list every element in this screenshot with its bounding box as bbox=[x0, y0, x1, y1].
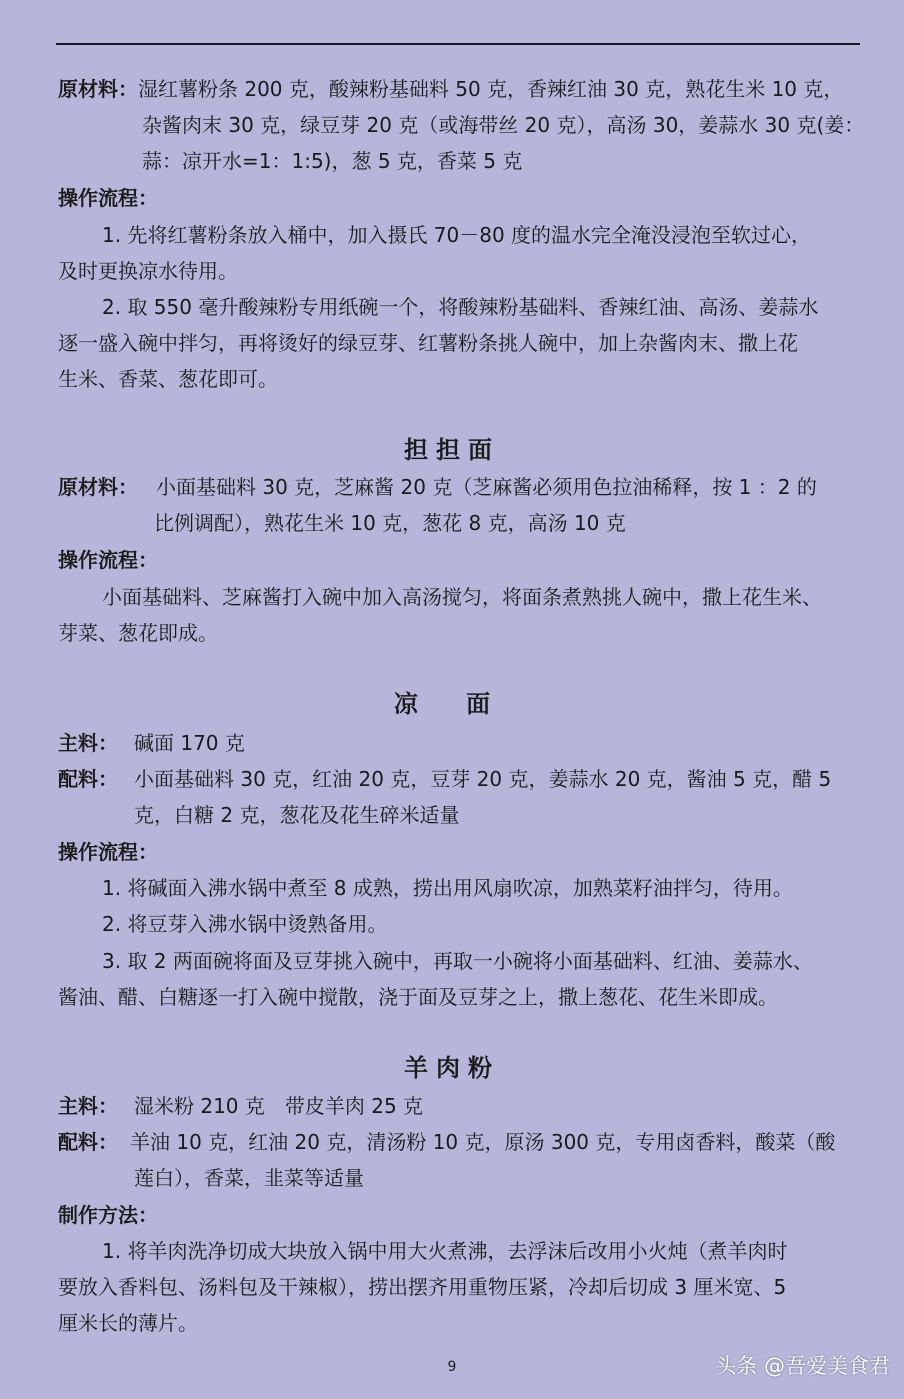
main-ingredient-line bbox=[58, 725, 245, 761]
recipe-title: 羊肉粉 bbox=[404, 1054, 500, 1082]
process-label: 操作流程： bbox=[58, 186, 158, 210]
step-line: 酱油、醋、白糖逐一打入碗中搅散，浇于面及豆芽之上，撒上葱花、花生米即成。 bbox=[58, 985, 778, 1009]
step-line: 及时更换凉水待用。 bbox=[58, 259, 238, 283]
recipe-title: 担担面 bbox=[404, 436, 500, 464]
side-ingredient-line: 克，白糖 2 克，葱花及花生碎米适量 bbox=[134, 803, 460, 827]
main-label: 主料： bbox=[58, 1094, 118, 1118]
side-label: 配料： bbox=[58, 767, 118, 791]
step-line: 1. 先将红薯粉条放入桶中，加入摄氏 70－80 度的温水完全淹没浸泡至软过心， bbox=[102, 223, 812, 247]
step-line: 3. 取 2 两面碗将面及豆芽挑入碗中，再取一小碗将小面基础料、红油、姜蒜水、 bbox=[102, 949, 813, 973]
side-ingredient-line bbox=[58, 761, 831, 797]
recipe-title: 凉 面 bbox=[393, 690, 511, 718]
materials-line: 杂酱肉末 30 克，绿豆芽 20 克（或海带丝 20 克），高汤 30，姜蒜水 30 克(姜： bbox=[142, 113, 865, 137]
side-ingredient-line bbox=[58, 1124, 835, 1160]
materials-line: 蒜：凉开水=1：1:5)，葱 5 克，香菜 5 克 bbox=[142, 149, 523, 173]
main-ingredient-line bbox=[58, 1088, 423, 1124]
side-label: 配料： bbox=[58, 1130, 118, 1154]
step-line: 生米、香菜、葱花即可。 bbox=[58, 367, 278, 391]
header-rule bbox=[56, 43, 860, 45]
materials-line: 比例调配），熟花生米 10 克，葱花 8 克，高汤 10 克 bbox=[154, 511, 626, 535]
step-line: 逐一盛入碗中拌匀，再将烫好的绿豆芽、红薯粉条挑人碗中，加上杂酱肉末、撒上花 bbox=[58, 331, 798, 355]
main-text: 碱面 170 克 bbox=[134, 731, 245, 755]
step-line: 2. 取 550 毫升酸辣粉专用纸碗一个，将酸辣粉基础料、香辣红油、高汤、姜蒜水 bbox=[102, 295, 819, 319]
step-line: 要放入香料包、汤料包及干辣椒），捞出摆齐用重物压紧，冷却后切成 3 厘米宽、5 bbox=[58, 1275, 787, 1299]
materials-label: 原材料： bbox=[58, 77, 138, 101]
materials-text: 小面基础料 30 克，芝麻酱 20 克（芝麻酱必须用色拉油稀释，按 1 ：2 的 bbox=[156, 475, 817, 499]
materials-line bbox=[58, 71, 843, 107]
process-label: 制作方法： bbox=[58, 1203, 158, 1227]
step-line: 芽菜、葱花即成。 bbox=[58, 621, 218, 645]
step-line: 1. 将羊肉洗净切成大块放入锅中用大火煮沸，去浮沫后改用小火炖（煮羊肉时 bbox=[102, 1239, 788, 1263]
process-label: 操作流程： bbox=[58, 840, 158, 864]
side-text: 羊油 10 克，红油 20 克，清汤粉 10 克，原汤 300 克，专用卤香料，酸菜（酸 bbox=[130, 1130, 836, 1154]
main-text: 湿米粉 210 克 带皮羊肉 25 克 bbox=[134, 1094, 424, 1118]
side-text: 小面基础料 30 克，红油 20 克，豆芽 20 克，姜蒜水 20 克，酱油 5 克，醋 5 bbox=[134, 767, 832, 791]
side-ingredient-line: 莲白），香菜，韭菜等适量 bbox=[134, 1166, 364, 1190]
watermark: 头条 @吾爱美食君 bbox=[715, 1354, 890, 1378]
step-line: 1. 将碱面入沸水锅中煮至 8 成熟，捞出用风扇吹凉，加熟菜籽油拌匀，待用。 bbox=[102, 876, 793, 900]
materials-line bbox=[58, 469, 817, 505]
process-label: 操作流程： bbox=[58, 548, 158, 572]
materials-text: 湿红薯粉条 200 克，酸辣粉基础料 50 克，香辣红油 30 克，熟花生米 10 克， bbox=[138, 77, 844, 101]
step-line: 2. 将豆芽入沸水锅中烫熟备用。 bbox=[102, 912, 388, 936]
page-number: 9 bbox=[447, 1359, 457, 1375]
materials-label: 原材料： bbox=[58, 475, 138, 499]
main-label: 主料： bbox=[58, 731, 118, 755]
step-line: 小面基础料、芝麻酱打入碗中加入高汤搅匀，将面条煮熟挑人碗中，撒上花生米、 bbox=[102, 585, 822, 609]
step-line: 厘米长的薄片。 bbox=[58, 1311, 198, 1335]
